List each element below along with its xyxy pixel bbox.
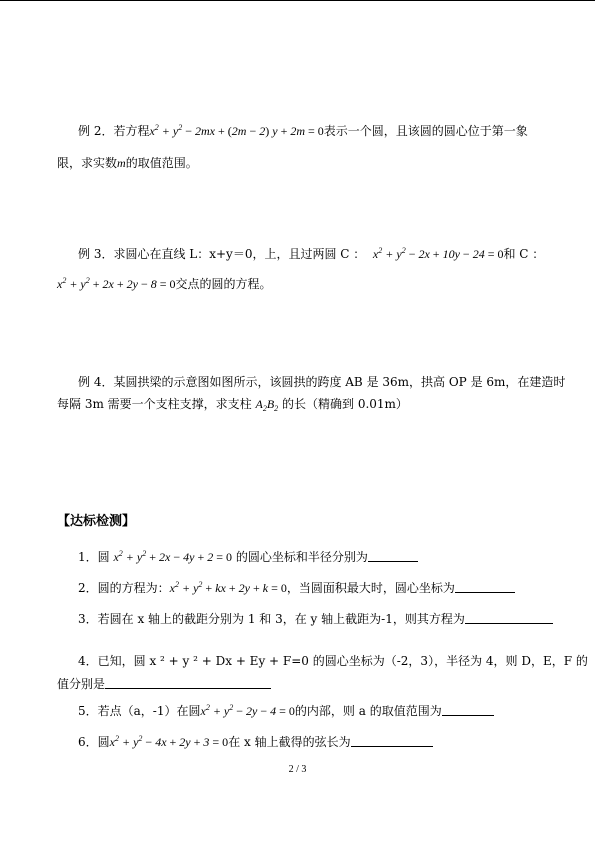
question-1	[78, 549, 418, 565]
example-2-prefix: 例 2．若方程	[78, 124, 150, 138]
question-3	[78, 611, 553, 627]
q3-text: 3．若圆在 x 轴上的截距分别为 1 和 3，在 y 轴上截距为-1，则其方程为	[78, 612, 465, 626]
question-2	[78, 580, 515, 596]
q5-text: 的内部，则 a 的取值范围为	[294, 704, 442, 718]
question-4-line-1: 4．已知，圆 x ² + y ² + Dx + Ey + F=0 的圆心坐标为（-2，3），半径为 4，则 D，E，F 的	[78, 654, 588, 668]
example-3-line-1	[78, 246, 544, 262]
example-3-line-2	[57, 276, 272, 292]
example-4-line-2b: 的长（精确到 0.01m）	[282, 397, 408, 411]
q6-equation: $x^2 + y^2 - 4x + 2y + 3 = 0$	[109, 734, 229, 749]
top-border-line	[0, 0, 595, 1]
q2-answer-blank[interactable]	[455, 580, 515, 593]
example-3-circle-1: $x^2 + y^2 - 2x + 10y - 24 = 0$	[372, 246, 504, 261]
q5-equation: $x^2 + y^2 - 2y - 4 = 0$	[200, 703, 295, 718]
example-3-tail: 交点的圆的方程。	[175, 277, 272, 291]
q1-prefix: 1．圆	[78, 550, 110, 564]
q6-text: 在 x 轴上截得的弦长为	[228, 735, 351, 749]
q6-answer-blank[interactable]	[351, 734, 433, 747]
q6-prefix: 6．圆	[78, 735, 110, 749]
q2-prefix: 2．圆的方程为：	[78, 581, 170, 595]
q3-answer-blank[interactable]	[465, 611, 553, 624]
q2-equation: $x^2 + y^2$ + kx + 2y + k = 0	[169, 580, 287, 595]
example-2-line-2b: 的取值范围。	[125, 156, 198, 170]
q1-text: 的圆心坐标和半径分别为	[235, 550, 368, 564]
example-2-line-1	[78, 123, 528, 139]
example-3-prefix: 例 3．求圆心在直线 L：x+y＝0，上，且过两圆 C ：	[78, 247, 366, 261]
q4-text: 值分别是	[57, 677, 106, 691]
q5-prefix: 5．若点（a，-1）在圆	[78, 704, 201, 718]
q2-text: ，当圆面积最大时，圆心坐标为	[286, 581, 455, 595]
example-4-line-2a: 每隔 3m 需要一个支柱支撑，求支柱	[57, 397, 252, 411]
example-3-and: 和 C ：	[503, 247, 545, 261]
example-2-mid: 表示一个圆，且该圆的圆心位于第一象	[323, 124, 528, 138]
pillar-label: $A_2B_2$	[255, 397, 279, 413]
q1-answer-blank[interactable]	[368, 549, 418, 562]
question-5	[78, 703, 494, 719]
example-2-line-2	[57, 155, 198, 171]
example-4-line-1: 例 4．某圆拱梁的示意图如图所示，该圆拱的跨度 AB 是 36m，拱高 OP 是 6m，在建造时	[78, 375, 566, 389]
example-3-circle-2: $x^2 + y^2 + 2x + 2y - 8 = 0$	[57, 276, 176, 291]
example-2-equation: $x^2 + y^2 - 2mx + (2m - 2) y + 2m = 0$	[149, 123, 324, 138]
q4-answer-blank[interactable]	[105, 676, 271, 689]
example-2-variable: m	[117, 156, 126, 170]
question-6	[78, 734, 433, 750]
section-title: 【达标检测】	[57, 514, 136, 529]
question-4-line-2	[57, 676, 271, 692]
page-number: 2 / 3	[288, 764, 307, 775]
example-4-line-2	[57, 396, 408, 412]
example-2-line-2a: 限，求实数	[57, 156, 118, 170]
q5-answer-blank[interactable]	[442, 703, 494, 716]
q1-equation: $x^2 + y^2 + 2x - 4y + 2 = 0$	[113, 549, 233, 564]
